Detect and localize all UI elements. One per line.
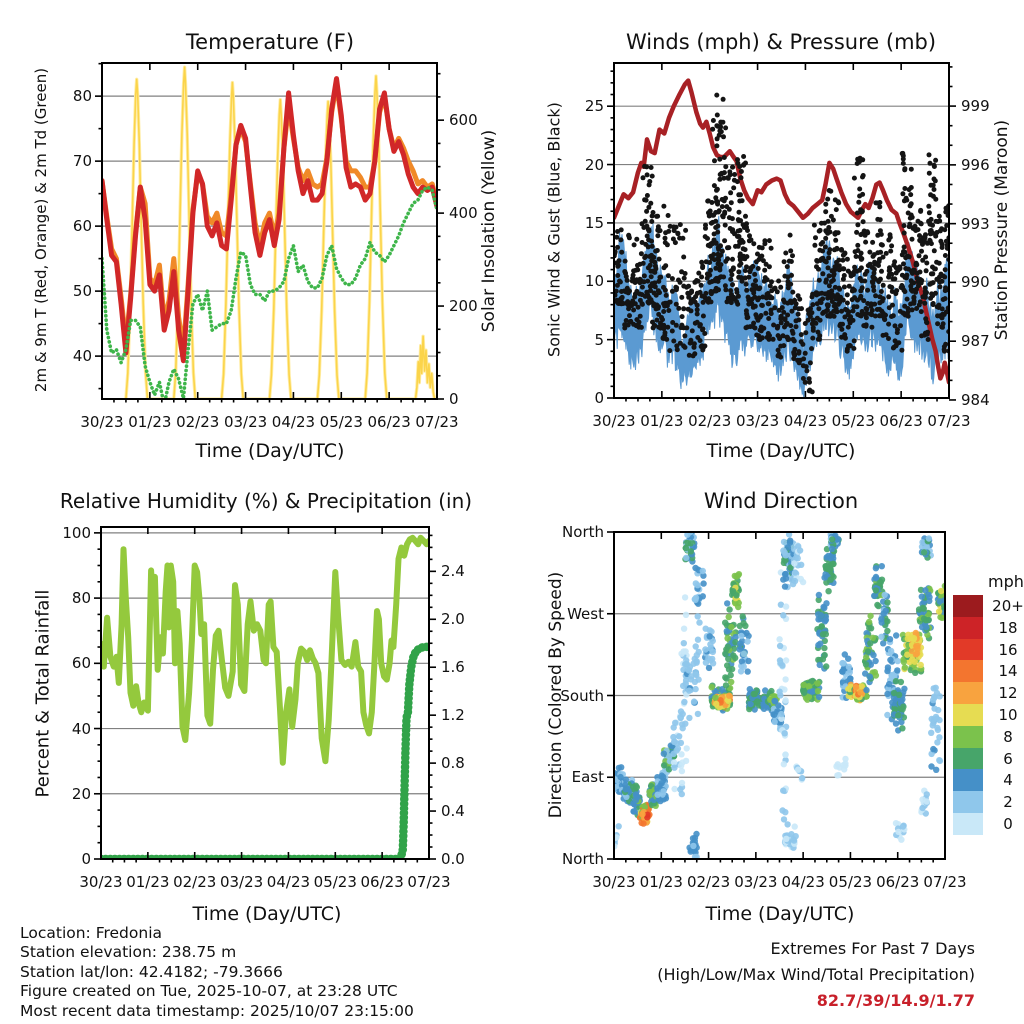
extremes-block <box>657 936 975 1014</box>
tick-label: 03/23 <box>734 873 778 891</box>
tick-label: 05/23 <box>831 412 875 430</box>
tick-label: 60 <box>71 654 91 673</box>
tick-label: 5 <box>594 330 604 349</box>
tick-label: 600 <box>449 111 478 130</box>
tick-label: North <box>562 523 604 541</box>
tick-label: 04/23 <box>781 873 825 891</box>
tick-label: 40 <box>71 719 91 738</box>
tick-label: 10 <box>584 272 604 291</box>
station-elevation: Station elevation: 238.75 m <box>20 943 237 962</box>
colorbar-swatch <box>953 682 983 704</box>
tick-label: 07/23 <box>407 873 451 891</box>
colorbar-swatch <box>953 639 983 661</box>
tick-label: 01/23 <box>640 412 684 430</box>
temperature-y-axis-label: 2m & 9m T (Red, Orange) & 2m Td (Green) <box>32 67 50 393</box>
tick-label: 984 <box>961 390 990 409</box>
tick-label: 100 <box>62 523 91 542</box>
winds-pressure-panel-title: Winds (mph) & Pressure (mb) <box>625 30 937 54</box>
tick-label: 03/23 <box>219 873 264 891</box>
colorbar-swatch <box>953 791 983 813</box>
tick-label: 06/23 <box>367 413 411 431</box>
tick-label: 04/23 <box>783 412 828 430</box>
tick-label: 2.4 <box>441 562 465 581</box>
colorbar-swatch <box>953 769 983 791</box>
tick-label: 05/23 <box>828 873 873 891</box>
colorbar-label: 14 <box>998 662 1018 681</box>
station-pressure-y-axis-label: Station Pressure (Maroon) <box>992 119 1012 341</box>
tick-label: 05/23 <box>319 413 363 431</box>
wind-direction-panel-title: Wind Direction <box>703 489 859 513</box>
colorbar-swatch <box>953 704 983 726</box>
colorbar-swatch <box>953 726 983 748</box>
humidity-x-axis-label: Time (Day/UTC) <box>192 903 342 925</box>
tick-label: 03/23 <box>735 412 780 430</box>
humidity-series-layer <box>101 538 429 859</box>
tick-label: 30/23 <box>80 413 124 431</box>
tick-label: 30/23 <box>592 412 636 430</box>
direction-y-axis-label: Direction (Colored By Speed) <box>546 571 566 819</box>
tick-label: 01/23 <box>128 413 172 431</box>
colorbar-label: 10 <box>998 705 1018 724</box>
most-recent-data-timestamp: Most recent data timestamp: 2025/10/07 23:15:00 <box>20 1001 414 1020</box>
temperature-panel-title: Temperature (F) <box>185 30 355 54</box>
colorbar-label: 2 <box>1003 793 1013 812</box>
tick-label: East <box>571 768 604 787</box>
colorbar-swatch <box>953 660 983 682</box>
tick-label: 996 <box>961 155 990 174</box>
tick-label: 60 <box>72 217 92 236</box>
tick-label: 40 <box>72 347 92 366</box>
tick-label: 1.2 <box>441 706 465 725</box>
winds-series-layer <box>612 81 952 398</box>
tick-label: 04/23 <box>266 873 311 891</box>
tick-label: 07/23 <box>923 873 967 891</box>
tick-label: North <box>562 850 604 868</box>
colorbar-label: 8 <box>1003 727 1013 746</box>
colorbar-label: 12 <box>998 684 1018 703</box>
tick-label: 07/23 <box>927 412 971 430</box>
wind_direction-series-layer <box>611 529 948 860</box>
tick-label: 987 <box>961 332 990 351</box>
tick-label: 06/23 <box>360 873 404 891</box>
colorbar-label: 16 <box>998 640 1018 659</box>
tick-label: West <box>567 604 604 623</box>
tick-label: 0.4 <box>441 802 465 821</box>
tick-label: 0 <box>594 389 604 407</box>
colorbar-label: 4 <box>1003 771 1013 790</box>
tick-label: 200 <box>449 297 478 316</box>
extremes-subheading: (High/Low/Max Wind/Total Precipitation) <box>657 965 975 984</box>
tick-label: 30/23 <box>592 873 636 891</box>
tick-label: 06/23 <box>879 412 923 430</box>
colorbar-swatch <box>953 595 983 617</box>
colorbar-units-label: mph <box>988 572 1024 591</box>
station-info-block <box>20 924 414 1021</box>
tick-label: 02/23 <box>686 873 731 891</box>
colorbar-swatch <box>953 813 983 835</box>
wind-gust-y-axis-label: Sonic Wind & Gust (Blue, Black) <box>544 102 564 357</box>
tick-label: 15 <box>584 213 604 232</box>
tick-label: 04/23 <box>271 413 316 431</box>
solar-insolation-y-axis-label: Solar Insolation (Yellow) <box>479 129 499 333</box>
extremes-values: 82.7/39/14.9/1.77 <box>816 991 975 1010</box>
colorbar-label: 18 <box>998 618 1018 637</box>
tick-label: 20 <box>71 784 91 803</box>
tick-label: 0.8 <box>441 754 465 773</box>
tick-label: 0 <box>81 850 91 868</box>
temperature-panel <box>95 63 444 405</box>
tick-label: 20 <box>584 155 604 174</box>
tick-label: 25 <box>584 97 604 116</box>
colorbar-label: 6 <box>1003 749 1013 768</box>
station-latlon: Station lat/lon: 42.4182; -79.3666 <box>20 962 283 981</box>
tick-label: 02/23 <box>688 412 732 430</box>
tick-label: 06/23 <box>876 873 920 891</box>
tick-label: 993 <box>961 214 990 233</box>
wind-direction-scatter <box>611 529 948 860</box>
tick-label: 05/23 <box>313 873 357 891</box>
wind_direction-panel <box>607 529 948 863</box>
temperature-series-layer <box>102 67 437 405</box>
tick-label: 01/23 <box>639 873 683 891</box>
colorbar-swatch <box>953 748 983 770</box>
station-location: Location: Fredonia <box>20 924 163 942</box>
extremes-heading: Extremes For Past 7 Days <box>770 939 975 958</box>
colorbar-label: 20+ <box>992 596 1024 615</box>
tick-label: 02/23 <box>176 413 220 431</box>
figure-created-timestamp: Figure created on Tue, 2025-10-07, at 23:28 UTC <box>20 982 398 1001</box>
tick-label: 70 <box>72 152 92 171</box>
colorbar-label: 0 <box>1003 814 1013 833</box>
tick-label: 50 <box>72 282 92 301</box>
tick-label: 01/23 <box>126 873 170 891</box>
humidity-precip-panel-title: Relative Humidity (%) & Precipitation (in) <box>59 489 473 513</box>
tick-label: 02/23 <box>173 873 217 891</box>
tick-label: 07/23 <box>415 413 459 431</box>
humidity-panel <box>94 527 436 863</box>
wind-direction-x-axis-label: Time (Day/UTC) <box>705 903 855 925</box>
tick-label: 1.6 <box>441 658 465 677</box>
temperature-x-axis-label: Time (Day/UTC) <box>195 440 345 462</box>
tick-label: 2.0 <box>441 610 465 629</box>
tick-label: 990 <box>961 273 990 292</box>
tick-label: 0 <box>449 390 459 408</box>
tick-label: South <box>560 686 604 705</box>
tick-label: 400 <box>449 204 478 223</box>
percent-rainfall-y-axis-label: Percent & Total Rainfall <box>32 589 54 798</box>
tick-label: 999 <box>961 97 990 116</box>
winds-panel <box>607 63 956 402</box>
tick-label: 30/23 <box>79 873 123 891</box>
colorbar-swatch <box>953 617 983 639</box>
winds-x-axis-label: Time (Day/UTC) <box>706 440 856 462</box>
tick-label: 80 <box>72 87 92 106</box>
tick-label: 80 <box>71 589 91 608</box>
tick-label: 03/23 <box>223 413 268 431</box>
2m-temp-red <box>102 79 437 361</box>
tick-label: 0.0 <box>441 850 465 868</box>
